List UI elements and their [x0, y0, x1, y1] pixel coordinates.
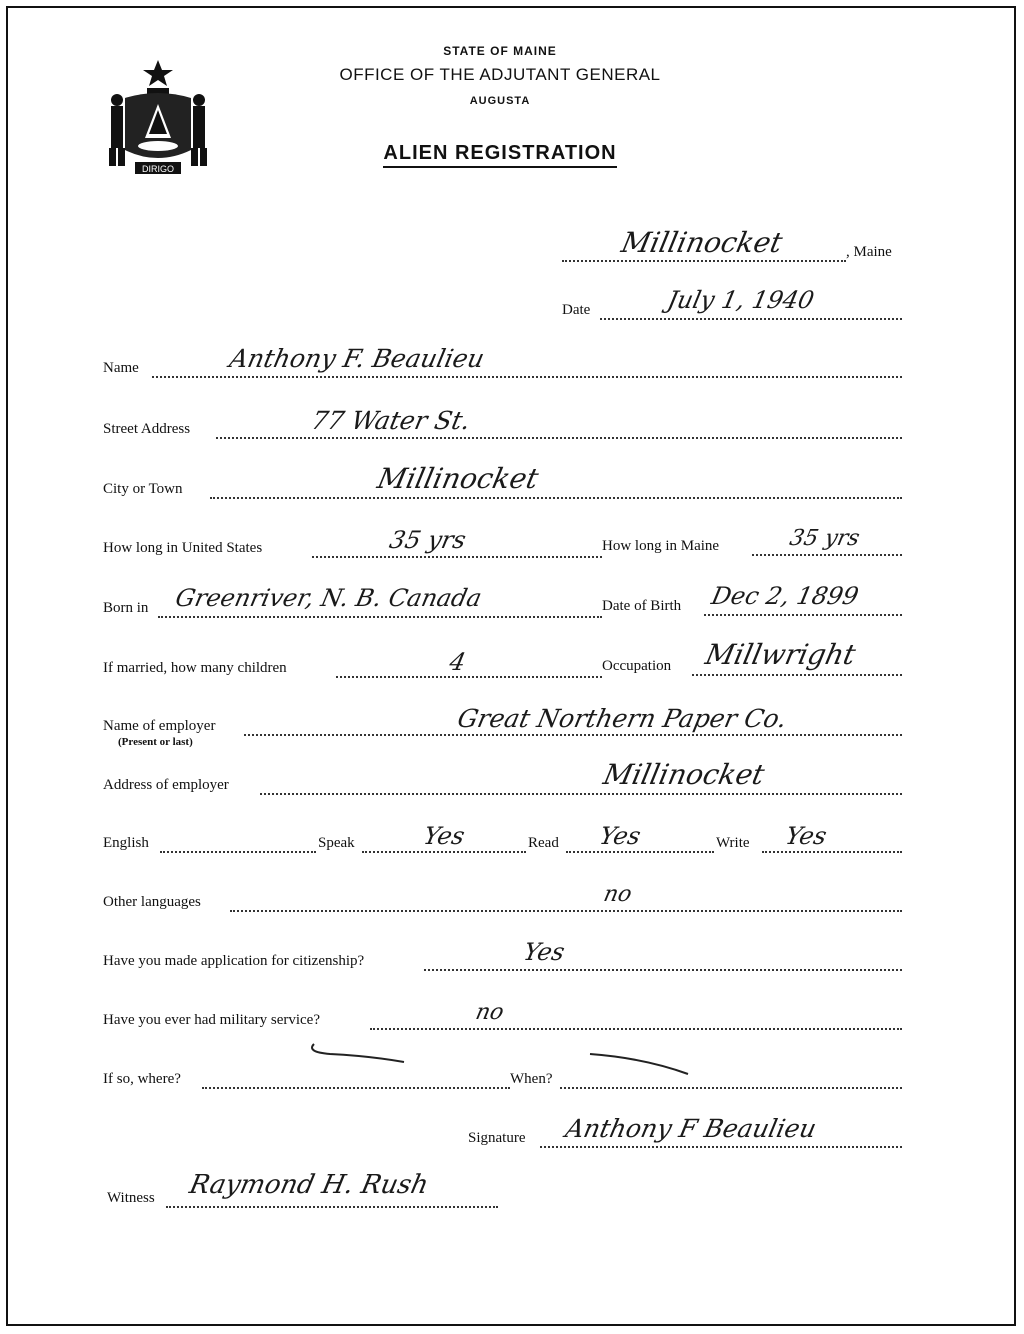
employer-value: Great Northern Paper Co.	[454, 704, 790, 733]
how-long-maine-line	[752, 554, 902, 556]
speak-label: Speak	[318, 835, 355, 851]
how-long-us-line	[312, 556, 602, 558]
dob-line	[704, 614, 902, 616]
town-line	[562, 260, 846, 262]
write-value: Yes	[783, 822, 830, 850]
children-label: If married, how many children	[103, 660, 287, 676]
date-label: Date	[562, 302, 591, 318]
occupation-line	[692, 674, 902, 676]
employer-line	[244, 734, 902, 736]
name-value: Anthony F. Beaulieu	[226, 344, 488, 373]
date-line	[600, 318, 902, 320]
witness-label: Witness	[107, 1190, 155, 1206]
how-long-us-label: How long in United States	[103, 540, 263, 556]
where-line	[202, 1087, 510, 1089]
where-dash-stroke	[300, 1038, 410, 1066]
seal-motto: DIRIGO	[141, 164, 175, 174]
street-line	[216, 437, 902, 439]
military-line	[370, 1028, 902, 1030]
when-label: When?	[510, 1071, 553, 1087]
english-label: English	[103, 835, 149, 851]
dob-value: Dec 2, 1899	[709, 582, 862, 610]
write-label: Write	[716, 835, 750, 851]
other-languages-label: Other languages	[103, 894, 201, 910]
other-languages-value: no	[601, 882, 635, 907]
how-long-us-value: 35 yrs	[387, 526, 469, 554]
employer-address-label: Address of employer	[103, 777, 229, 793]
children-value: 4	[447, 648, 469, 676]
speak-value: Yes	[421, 822, 468, 850]
occupation-label: Occupation	[602, 658, 672, 674]
witness-line	[166, 1206, 498, 1208]
read-label: Read	[528, 835, 559, 851]
employer-sublabel: (Present or last)	[118, 736, 193, 748]
how-long-maine-label: How long in Maine	[602, 538, 720, 554]
write-line	[762, 851, 902, 853]
signature-line	[540, 1146, 902, 1148]
name-label: Name	[103, 360, 139, 376]
speak-line	[362, 851, 526, 853]
english-line	[160, 851, 316, 853]
military-value: no	[473, 1000, 507, 1025]
occupation-value: Millwright	[702, 638, 859, 671]
employer-label: Name of employer	[103, 718, 216, 734]
born-in-label: Born in	[103, 600, 149, 616]
read-value: Yes	[597, 822, 644, 850]
military-label: Have you ever had military service?	[103, 1012, 320, 1028]
citizenship-label: Have you made application for citizenship?	[103, 953, 365, 969]
read-line	[566, 851, 714, 853]
citizenship-value: Yes	[521, 938, 568, 966]
city-heading: AUGUSTA	[469, 95, 531, 107]
when-dash-stroke	[584, 1048, 694, 1078]
other-languages-line	[230, 910, 902, 912]
state-heading: STATE OF MAINE	[443, 44, 557, 58]
employer-address-value: Millinocket	[600, 758, 768, 791]
dob-label: Date of Birth	[602, 598, 682, 614]
employer-address-line	[260, 793, 902, 795]
office-heading: OFFICE OF THE ADJUTANT GENERAL	[339, 65, 661, 84]
street-value: 77 Water St.	[308, 406, 474, 435]
date-value: July 1, 1940	[665, 286, 817, 314]
witness-value: Raymond H. Rush	[186, 1170, 432, 1200]
born-in-line	[158, 616, 602, 618]
form-title: ALIEN REGISTRATION	[0, 142, 1000, 165]
born-in-value: Greenriver, N. B. Canada	[173, 584, 485, 612]
signature-label: Signature	[468, 1130, 526, 1146]
town-value: Millinocket	[618, 226, 786, 259]
when-line	[560, 1087, 902, 1089]
maine-label: , Maine	[846, 244, 892, 260]
signature-value: Anthony F Beaulieu	[562, 1114, 819, 1143]
street-label: Street Address	[103, 421, 191, 437]
city-line	[210, 497, 902, 499]
how-long-maine-value: 35 yrs	[787, 526, 862, 551]
children-line	[336, 676, 602, 678]
citizenship-line	[424, 969, 902, 971]
city-label: City or Town	[103, 481, 183, 497]
name-line	[152, 376, 902, 378]
where-label: If so, where?	[103, 1071, 181, 1087]
city-value: Millinocket	[374, 462, 542, 495]
